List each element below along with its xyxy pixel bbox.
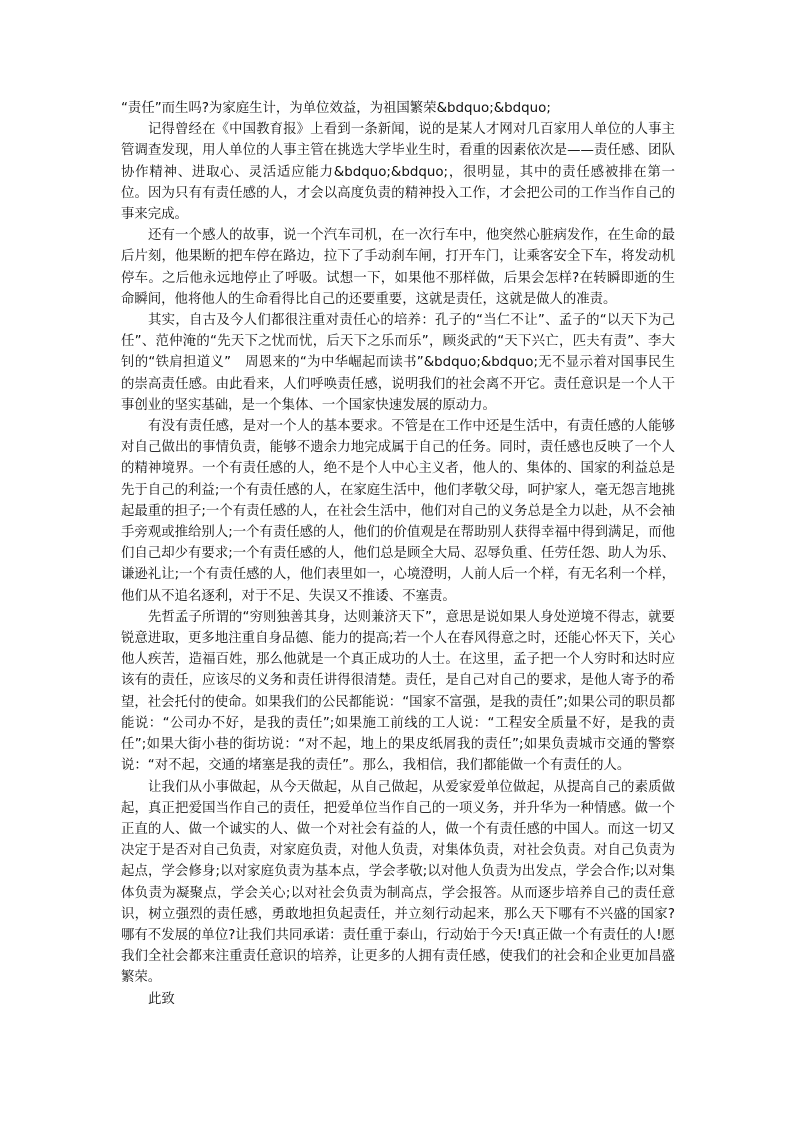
paragraph-requirement: 有没有责任感，是对一个人的基本要求。不管是在工作中还是生活中，有责任感的人能够对自己做出的事情负责，能够不遗余力地完成属于自己的任务。同时，责任感也反映了一个人的精神境界。一个有责任感的人，绝不是个人中心主义者，他人的、集体的、国家的利益总是先于自己的利益;一个有责任感的人，在家庭生活中，他们孝敬父母，呵护家人，毫无怨言地挑起最重的担子;一个有责任感的人，在社会生活中，他们对自己的义务总是全力以赴，从不会袖手旁观或推给别人;一个有责任感的人，他们的价值观是在帮助别人获得幸福中得到满足，而他们自己却少有要求;一个有责任感的人，他们总是顾全大局、忍辱负重、任劳任怨、助人为乐、谦逊礼让;一个有责任感的人，他们表里如一，心境澄明，人前人后一个样，有无名利一个样，他们从不追名逐利，对于不足、失误又不推诿、不塞责。 bbox=[121, 419, 675, 604]
paragraph-news: 记得曾经在《中国教育报》上看到一条新闻，说的是某人才网对几百家用人单位的人事主管调查发现，用人单位的人事主管在挑选大学毕业生时，看重的因素依次是——责任感、团队协作精神、进取心、灵活适应能力&bdquo;&bdquo;，很明显，其中的责任感被排在第一位。因为只有有责任感的人，才会以高度负责的精神投入工作，才会把公司的工作当作自己的事来完成。 bbox=[121, 122, 675, 223]
paragraph-continuation: “责任”而生吗?为家庭生计，为单位效益，为祖国繁荣&bdquo;&bdquo; bbox=[121, 101, 551, 116]
document-body bbox=[121, 98, 675, 1010]
closing-salutation: 此致 bbox=[148, 991, 175, 1007]
paragraph-driver-story: 还有一个感人的故事，说一个汽车司机，在一次行车中，他突然心脏病发作，在生命的最后片刻，他果断的把车停在路边，拉下了手动刹车闸，打开车门，让乘客安全下车，将发动机停车。之后他永远地停止了呼吸。试想一下，如果他不那样做，后果会怎样?在转瞬即逝的生命瞬间，他将他人的生命看得比自己的还要重要，这就是责任，这就是做人的准责。 bbox=[121, 228, 675, 307]
paragraph-mencius: 先哲孟子所谓的“穷则独善其身，达则兼济天下”，意思是说如果人身处逆境不得志，就要锐意进取，更多地注重自身品德、能力的提高;若一个人在春风得意之时，还能心怀天下，关心他人疾苦，造福百姓，那么他就是一个真正成功的人士。在这里，孟子把一个人穷时和达时应该有的责任，应该尽的义务和责任讲得很清楚。责任，是自己对自己的要求，是他人寄予的希望，社会托付的使命。如果我们的公民都能说：“国家不富强，是我的责任”;如果公司的职员都能说：“公司办不好，是我的责任”;如果施工前线的工人说：“工程安全质量不好，是我的责任”;如果大街小巷的街坊说：“对不起，地上的果皮纸屑我的责任”;如果负责城市交通的警察说：“对不起，交通的堵塞是我的责任”。那么，我相信，我们都能做一个有责任的人。 bbox=[121, 609, 676, 774]
paragraph-call-to-action: 让我们从小事做起，从今天做起，从自己做起，从爱家爱单位做起，从提高自己的素质做起，真正把爱国当作自己的责任，把爱单位当作自己的一项义务，并升华为一种情感。做一个正直的人、做一个诚实的人、做一个对社会有益的人，做一个有责任感的中国人。而这一切又决定于是否对自己负责，对家庭负责，对他人负责，对集体负责，对社会负责。对自己负责为起点，学会修身;以对家庭负责为基本点，学会孝敬;以对他人负责为出发点，学会合作;以对集体负责为凝聚点，学会关心;以对社会负责为制高点，学会报答。从而逐步培养自己的责任意识，树立强烈的责任感，勇敢地担负起责任，并立刻行动起来，那么天下哪有不兴盛的国家?哪有不发展的单位?让我们共同承诺：责任重于泰山，行动始于今天!真正做一个有责任的人!愿我们全社会都来注重责任意识的培养，让更多的人拥有责任感，使我们的社会和企业更加昌盛繁荣。 bbox=[121, 779, 675, 986]
paragraph-history: 其实，自古及今人们都很注重对责任心的培养：孔子的“当仁不让”、孟子的“以天下为己任”、范仲淹的“先天下之忧而忧，后天下之乐而乐”，顾炎武的“天下兴亡，匹夫有责”、李大钊的“铁肩担道义” 周恩来的“为中华崛起而读书”&bdquo;&bdquo;无不显示着对国事民生的崇高责任感。由此看来，人们呼唤责任感，说明我们的社会离不开它。责任意识是一个人干事创业的坚实基础，是一个集体、一个国家快速发展的原动力。 bbox=[121, 313, 675, 413]
